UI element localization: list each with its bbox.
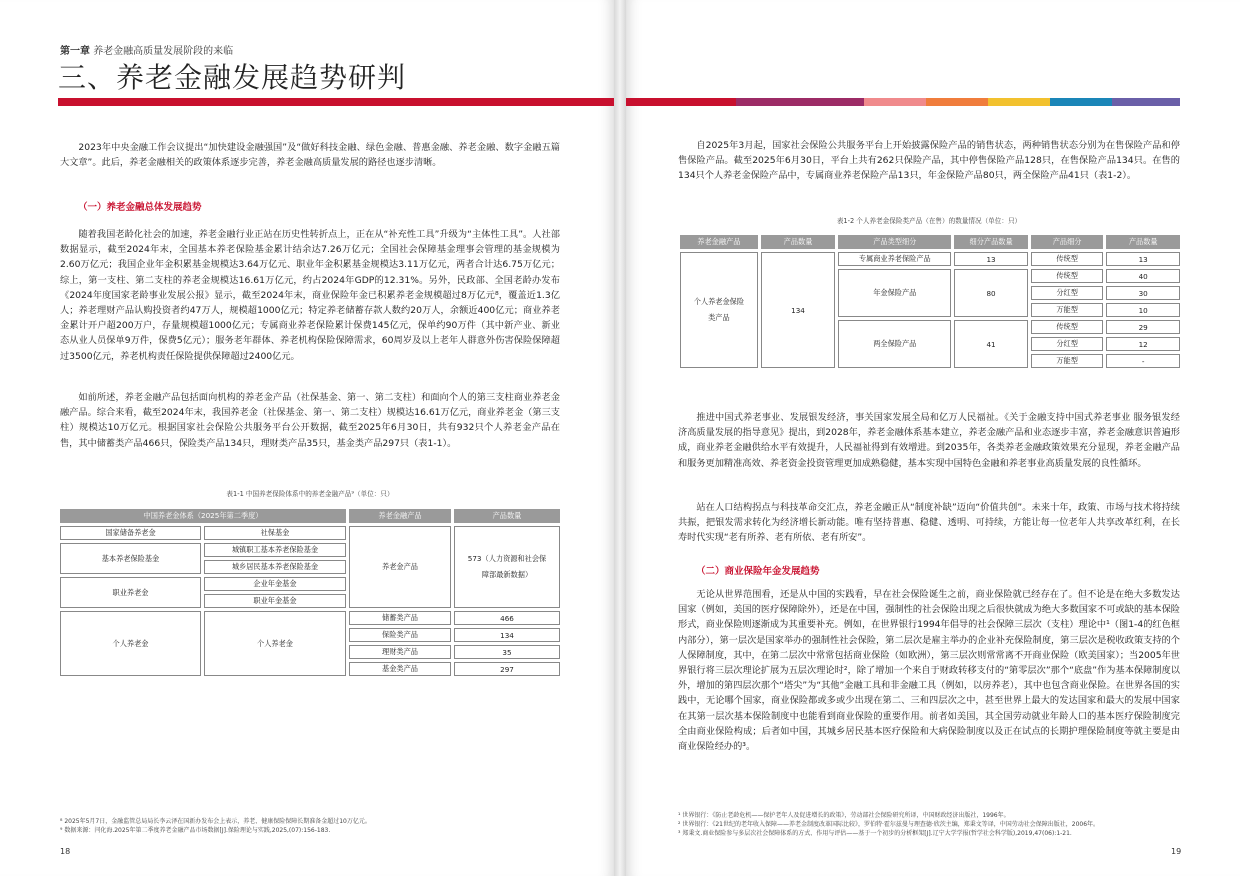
paragraph-products: 如前所述，养老金融产品包括面向机构的养老金产品（社保基金、第一、第二支柱）和面向个人的第三支柱商业养老金融产品。综合来看，截至2024年末，我国养老金（社保基金、第一、第二支柱）规模达16.61万亿元，商业养老金（第三支柱）规模达10万亿元。根据国家社会保险公共服务平台公开数据，截至2025年6月30日，共有932只个人养老金产品在售，其中储蓄类产品466只，保险类产品134只，理财类产品35只，基金类产品297只（表1-1）。 [60,392,560,449]
sub-type-cell: 传统型 [1031,269,1104,283]
footnote-3: ³ 郑秉文.商业保险参与多层次社会保障体系的方式、作用与评估——基于一个初步的分析框架[J].辽宁大学学报(哲学社会科学版),2019,47(06):1-21. [678,830,1072,837]
header-bar-yellow [988,98,1050,106]
heading-overall-trend: （一）养老金融总体发展趋势 [78,202,202,213]
right-page [626,0,1240,876]
type-cell: 年金保险产品 [838,269,951,317]
left-page [0,0,614,876]
sub-cell: 城镇职工基本养老保险基金 [204,543,346,557]
pillar-cell: 国家储备养老金 [60,526,201,540]
page-number-left: 18 [60,847,71,856]
sub-count-cell: - [1106,354,1180,368]
paragraph-annuity-trend: 无论从世界范围看，还是从中国的实践看，早在社会保险诞生之前，商业保险就已经存在了。但不论是在绝大多数发达国家（例如，美国的医疗保障除外），还是在中国，强制性的社会保险出现之后很快就成为绝大多数国家不可或缺的基本保险形式，商业保险则逐渐成为其重要补充。例如，在世界银行1994年倡导的社会保障三层次（支柱）理论中¹（图1-4的红色框内部分），第一层次是国家举办的强制性社会保险，第二层次是雇主举办的企业补充保险制度，第三层次是税收政策支持的个人保障制度，其中，在第二层次中常常包括商业保险（如欧洲），第三层次则常常离不开商业保险（欧美国家）；当2005年世界银行将三层次理论扩展为五层次理论时²，除了增加一个来自于财政转移支付的“第零层次”那个“底盘”作为基本保障制度以外，增加的第四层次那个“塔尖”为“其他”金融工具和非金融工具（例如，以房养老），其中也包含商业保险。在世界各国的实践中，无论哪个国家，商业保险都或多或少出现在第二、三和四层次之中，甚至世界上最大的发达国家和最大的发展中国家在其第一层次基本保险制度中也能看到商业保险的重要作用。前者如美国，其全国劳动就业年龄人口的基本医疗保险制度完全由商业保险构成；后者如中国，其城乡居民基本医疗保险和大病保险制度以及正在试点的长期护理保险制度等就主要是由商业保险经办的³。 [678,589,1180,753]
pillar-cell: 个人养老金 [60,611,201,676]
table-header: 养老金融产品 [680,235,758,249]
sub-count-cell: 30 [1106,286,1180,300]
table-header: 产品数量 [761,235,836,249]
intro-paragraph: 2023年中央金融工作会议提出“加快建设金融强国”及“做好科技金融、绿色金融、普惠金融、养老金融、数字金融五篇大文章”。此后，养老金融相关的政策体系逐步完善，养老金融高质量发展的路径也逐步清晰。 [60,142,560,169]
header-bar-purple [1112,98,1180,106]
paragraph-policy: 推进中国式养老事业、发展银发经济，事关国家发展全局和亿万人民福祉。《关于金融支持中国式养老事业 服务银发经济高质量发展的指导意见》提出，到2028年，养老金融体系基本建立，养老金融产品和业态逐步丰富，养老金融意识普遍形成，商业养老金融供给水平有效提升，人民福祉得到有效增进。到2035年，各类养老金融政策效果充分显现，养老金融产品和服务更加精准高效、养老资金投资管理更加成熟稳健，基本实现中国特色金融和养老事业高质量发展的良性循环。 [678,412,1180,469]
product-cell: 保险类产品 [349,628,451,642]
sub-cell: 城乡居民基本养老保险基金 [204,560,346,574]
chapter-title: 养老金融高质量发展阶段的来临 [93,46,234,57]
table-header-product: 养老金融产品 [349,509,451,523]
sub-cell: 企业年金基金 [204,577,346,591]
table-header: 产品细分 [1031,235,1104,249]
product-cell: 个人养老金保险类产品 [680,252,758,368]
sub-type-cell: 万能型 [1031,303,1104,317]
book-gutter [614,0,626,876]
count-cell: 134 [454,628,560,642]
section-title: 三、养老金融发展趋势研判 [58,61,407,94]
footnote-1: ¹ 世界银行：《防止老龄危机——保护老年人及促进增长的政策》，劳动部社会保险研究所译，中国财政经济出版社，1996年。 [678,812,1010,819]
table-1-1-caption: 表1-1 中国养老保险体系中的养老金融产品⁹（单位：只） [226,490,394,498]
paragraph-overall-trend: 随着我国老龄化社会的加速，养老金融行业正站在历史性转折点上，正在从“补充性工具”升级为“主体性工具”。人社部数据显示，截至2024年末，全国基本养老保险基金累计结余达7.26万亿元；全国社会保障基金理事会管理的基金规模为2.60万亿元；我国企业年金积累基金规模达3.64万亿元、职业年金积累基金规模达3.11万亿元，两者合计达6.75万亿元；综上，第一支柱、第二支柱的养老金规模达16.61万亿元，约占2024年GDP的12.31%。另外，民政部、全国老龄办发布《2024年度国家老龄事业发展公报》显示，截至2024年末，商业保险年金已积累养老金规模超过8万亿元⁸，覆盖近1.3亿人；养老理财产品认购投资者约47万人，规模超1000亿元；特定养老储蓄存款人数约20万人，余额近400亿元；商业养老金累计开户超200万户，存量规模超1000亿元；专属商业养老保险累计保费145亿元，保单约90万件（其中新产业、新业态从业人员保单9万件，保费5亿元）；服务老年群体、养老机构保险保障需求，60周岁及以上老年人群意外伤害保险保障超过3500亿元，养老机构责任保险提供保障超过2400亿元。 [60,229,560,362]
table-header-system: 中国养老金体系（2025年第二季度） [60,509,346,523]
count-cell: 35 [454,645,560,659]
header-bar-blue [1050,98,1112,106]
footnote-8: ⁸ 2025年5月7日，金融监管总局局长李云泽在国新办发布会上表示，养老、健康保险保障长期准备金超过10万亿元。 [60,818,371,825]
sub-cell: 个人养老金 [204,611,346,676]
sub-type-cell: 传统型 [1031,252,1104,266]
sub-type-cell: 分红型 [1031,286,1104,300]
footnote-9: ⁹ 数据来源：闫化海.2025年第二季度养老金融产品市场数据[J].保险理论与实践,2025,(07):156-183. [60,827,331,834]
paragraph-outlook: 站在人口结构拐点与科技革命交汇点，养老金融正从“制度补缺”迈向“价值共创”。未来十年，政策、市场与技术将持续共振，把银发需求转化为经济增长新动能。唯有坚持普惠、稳健、透明、可持续，方能让每一位老年人共享改革红利，在长寿时代实现“老有所养、老有所依、老有所安”。 [678,502,1180,544]
page-number-right: 19 [1171,847,1182,856]
pillar-cell: 基本养老保险基金 [60,543,201,574]
table-1-1 [57,506,563,679]
type-count-cell: 41 [954,320,1028,368]
product-cell: 养老金产品 [349,526,451,608]
header-bar-magenta [736,98,864,106]
product-cell: 理财类产品 [349,645,451,659]
header-bar-pink [864,98,926,106]
sub-count-cell: 40 [1106,269,1180,283]
pillar-cell: 职业养老金 [60,577,201,608]
header-color-bar [58,98,614,106]
header-bar-orange [926,98,988,106]
table-header-count: 产品数量 [454,509,560,523]
count-cell: 466 [454,611,560,625]
footnote-2: ² 世界银行：《21世纪的老年收入保障——养老金制度改革国际比较》，罗伯特·霍尔兹曼与理查德·欣茨主编，郑秉文等译，中国劳动社会保障出版社，2006年。 [678,821,1100,828]
header-bar-crimson [626,98,736,106]
sub-count-cell: 13 [1106,252,1180,266]
count-cell: 297 [454,662,560,676]
type-count-cell: 13 [954,252,1028,266]
table-1-2 [677,232,1183,371]
sub-cell: 社保基金 [204,526,346,540]
product-cell: 储蓄类产品 [349,611,451,625]
chapter-header [60,42,233,57]
type-count-cell: 80 [954,269,1028,317]
table-1-2-caption: 表1-2 个人养老金保险类产品（在售）的数量情况（单位：只） [836,217,1022,225]
heading-annuity-trend: （二）商业保险年金发展趋势 [696,566,820,577]
type-cell: 两全保险产品 [838,320,951,368]
product-cell: 基金类产品 [349,662,451,676]
sub-count-cell: 12 [1106,337,1180,351]
table-header: 细分产品数量 [954,235,1028,249]
table-header: 产品数量 [1106,235,1180,249]
chapter-label: 第一章 [60,46,90,57]
type-cell: 专属商业养老保险产品 [838,252,951,266]
sub-type-cell: 传统型 [1031,320,1104,334]
sub-type-cell: 分红型 [1031,337,1104,351]
table-header: 产品类型细分 [838,235,951,249]
sub-count-cell: 29 [1106,320,1180,334]
count-cell: 573（人力资源和社会保障部最新数据） [454,526,560,608]
paragraph-insurance-status: 自2025年3月起，国家社会保险公共服务平台上开始披露保险产品的销售状态，两种销售状态分别为在售保险产品和停售保险产品。截至2025年6月30日，平台上共有262只保险产品，其中停售保险产品128只，在售保险产品134只。在售的134只个人养老金保险产品中，专属商业养老保险产品13只，年金保险产品80只，两全保险产品41只（表1-2）。 [678,140,1180,182]
sub-count-cell: 10 [1106,303,1180,317]
total-count-cell: 134 [761,252,836,368]
sub-cell: 职业年金基金 [204,594,346,608]
sub-type-cell: 万能型 [1031,354,1104,368]
